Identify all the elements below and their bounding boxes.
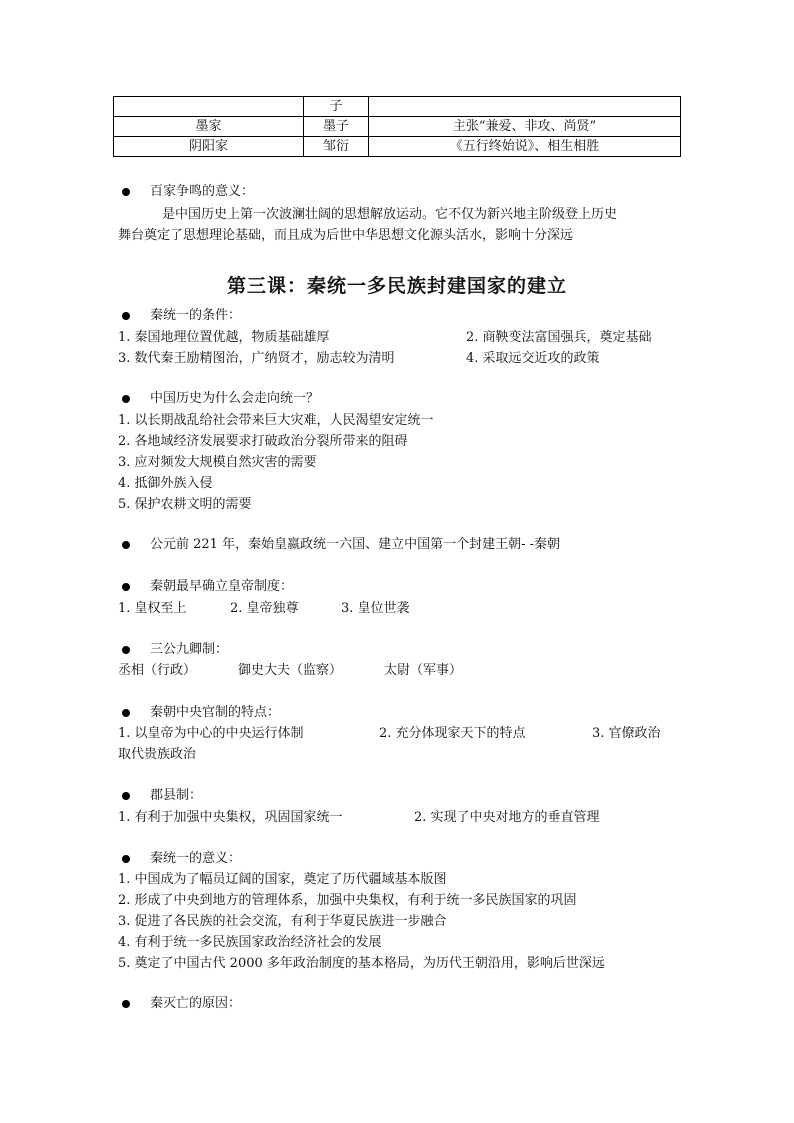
unify-significance-item: 5. 奠定了中国古代 2000 多年政治制度的基本格局，为历代王朝沿用，影响后世深远 — [118, 956, 605, 971]
emperor-item: 2. 皇帝独尊 — [230, 601, 299, 616]
bullet-icon — [122, 855, 130, 863]
unify-significance-item: 3. 促进了各民族的社会交流，有利于华夏民族进一步融合 — [118, 914, 447, 929]
why-unify-item: 3. 应对频发大规模自然灾害的需要 — [118, 455, 317, 470]
emperor-heading: 秦朝最早确立皇帝制度： — [150, 579, 294, 594]
commandery-heading: 郡县制： — [150, 788, 203, 803]
table-cell-idea: 主张“兼爱、非攻、尚贤” — [369, 117, 681, 137]
bullet-icon — [122, 709, 130, 717]
central-features-item: 取代贵族政治 — [118, 747, 197, 762]
conditions-item: 3. 数代秦王励精图治，广纳贤才，励志较为清明 — [118, 351, 395, 366]
significance-line2: 舞台奠定了思想理论基础，而且成为后世中华思想文化源头活水，影响十分深远 — [118, 228, 574, 243]
commandery-item: 2. 实现了中央对地方的垂直管理 — [414, 810, 600, 825]
unify-significance-item: 2. 形成了中央到地方的管理体系，加强中央集权，有利于统一多民族国家的巩固 — [118, 893, 577, 908]
why-unify-item: 4. 抵御外族入侵 — [118, 476, 213, 491]
bullet-icon — [122, 188, 130, 196]
unify-significance-heading: 秦统一的意义： — [150, 851, 242, 866]
table-row — [114, 117, 681, 137]
commandery-item: 1. 有利于加强中央集权，巩固国家统一 — [118, 810, 343, 825]
conditions-heading: 秦统一的条件： — [150, 308, 242, 323]
table-cell-school: 墨家 — [114, 117, 304, 137]
table-row — [114, 137, 681, 157]
table-cell-school: 阴阳家 — [114, 137, 304, 157]
significance-line1: 是中国历史上第一次波澜壮阔的思想解放运动。它不仅为新兴地主阶级登上历史 — [162, 207, 618, 222]
bullet-icon — [122, 792, 130, 800]
why-unify-heading: 中国历史为什么会走向统一？ — [150, 391, 320, 406]
central-features-item: 2. 充分体现家天下的特点 — [379, 726, 526, 741]
event-221-text: 公元前 221 年，秦始皇嬴政统一六国、建立中国第一个封建王朝- -秦朝 — [150, 537, 560, 552]
three-dukes-item: 丞相（行政） — [118, 663, 197, 678]
table-cell-idea — [369, 97, 681, 117]
conditions-item: 1. 秦国地理位置优越，物质基础雄厚 — [118, 330, 330, 345]
emperor-item: 1. 皇权至上 — [118, 601, 187, 616]
three-dukes-heading: 三公九卿制： — [150, 642, 229, 657]
bullet-icon — [122, 646, 130, 654]
three-dukes-item: 御史大夫（监察） — [238, 663, 343, 678]
three-dukes-item: 太尉（军事） — [384, 663, 463, 678]
table-row — [114, 97, 681, 117]
central-features-item: 1. 以皇帝为中心的中央运行体制 — [118, 726, 304, 741]
significance-heading: 百家争鸣的意义： — [150, 184, 255, 199]
table-cell-school — [114, 97, 304, 117]
emperor-item: 3. 皇位世袭 — [341, 601, 410, 616]
why-unify-item: 2. 各地域经济发展要求打破政治分裂所带来的阻碍 — [118, 434, 408, 449]
table-cell-person: 邹衍 — [304, 137, 369, 157]
table-cell-person: 子 — [304, 97, 369, 117]
unify-significance-item: 4. 有利于统一多民族国家政治经济社会的发展 — [118, 935, 382, 950]
why-unify-item: 1. 以长期战乱给社会带来巨大灾难，人民渴望安定统一 — [118, 413, 434, 428]
bullet-icon — [122, 1000, 130, 1008]
why-unify-item: 5. 保护农耕文明的需要 — [118, 497, 252, 512]
fall-heading: 秦灭亡的原因： — [150, 996, 242, 1011]
bullet-icon — [122, 541, 130, 549]
bullet-icon — [122, 312, 130, 320]
bullet-icon — [122, 583, 130, 591]
conditions-item: 4. 采取远交近攻的政策 — [466, 351, 600, 366]
schools-table — [113, 96, 681, 157]
table-cell-person: 墨子 — [304, 117, 369, 137]
central-features-item: 3. 官僚政治 — [592, 726, 661, 741]
central-features-heading: 秦朝中央官制的特点： — [150, 705, 281, 720]
lesson-title: 第三课：秦统一多民族封建国家的建立 — [226, 275, 567, 297]
conditions-item: 2. 商鞅变法富国强兵，奠定基础 — [466, 330, 652, 345]
unify-significance-item: 1. 中国成为了幅员辽阔的国家，奠定了历代疆域基本版图 — [118, 872, 447, 887]
bullet-icon — [122, 395, 130, 403]
table-cell-idea: 《五行终始说》、相生相胜 — [369, 137, 681, 157]
